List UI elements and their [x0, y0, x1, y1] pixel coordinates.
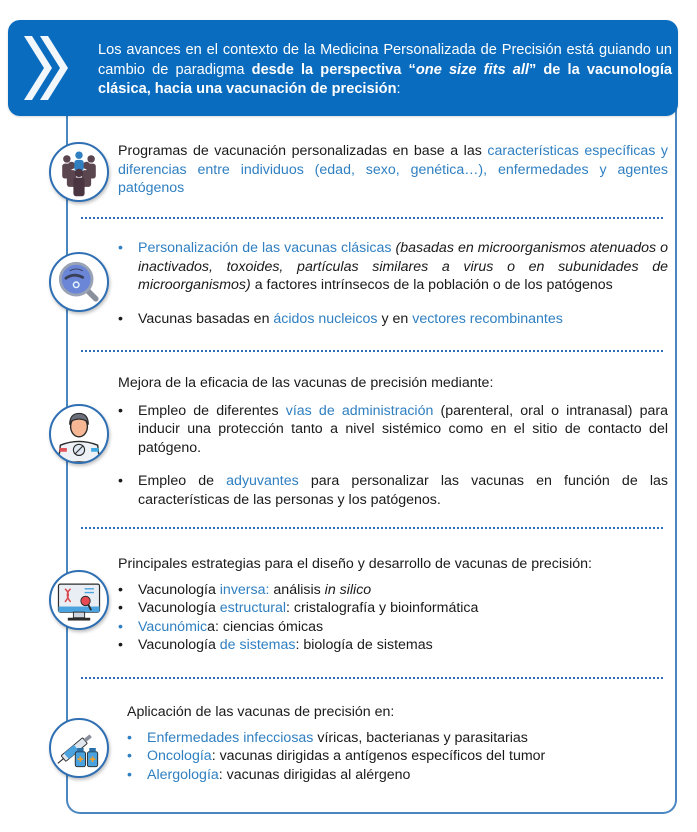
list-item: • Empleo de adyuvantes para personalizar las vacunas en función de las características de las personas y los patógenos. [118, 472, 668, 509]
list-item: • Vacunas basadas en ácidos nucleicos y en vectores recombinantes [118, 310, 668, 329]
list-item: • Oncología: vacunas dirigidas a antígenos específicos del tumor [127, 747, 677, 766]
syringe-vials-icon [49, 718, 109, 778]
list-item: • Alergología: vacunas dirigidas al alérgeno [127, 766, 677, 785]
monitor-dna-icon [49, 570, 109, 630]
header-text: Los avances en el contexto de la Medicina Personalizada de Precisión está guiando un cambio de paradigma desde la perspectiva “one size fits all” de la vacunología clásica, hacia una vacunación de precisión: [98, 42, 673, 97]
list-item: • Vacunología estructural: cristalografía y bioinformática [118, 599, 668, 618]
section-classic-vaccines [118, 239, 668, 328]
section-personalized-programs: Programas de vacunación personalizadas en base a las características específicas y diferencias entre individuos (edad, sexo, genética…), enfermedades y agentes patógenos [118, 143, 669, 197]
person-vaccine-icon [49, 404, 109, 464]
list-item: • Vacunología inversa: análisis in silico [118, 581, 668, 600]
section-applications [127, 703, 677, 784]
section-title: Mejora de la eficacia de las vacunas de precisión mediante: [118, 375, 494, 391]
section-efficacy [118, 374, 668, 510]
magnifier-microorganism-icon [49, 252, 109, 312]
list-item: • Vacunología de sistemas: biología de sistemas [118, 636, 668, 655]
people-group-icon [49, 142, 109, 202]
list-item: • Personalización de las vacunas clásicas (basadas en microorganismos atenuados o inactivados, toxoides, partículas similares a virus o en subunidades de microorganismos) a factores intrínsecos de la población o de los patógenos [118, 239, 668, 295]
list-item: • Enfermedades infecciosas víricas, bacterianas y parasitarias [127, 729, 677, 748]
list-item: • Empleo de diferentes vías de administración (parenteral, oral o intranasal) para inducir una protección tanto a nivel sistémico como en el sitio de contacto del patógeno. [118, 402, 668, 458]
section-title: Aplicación de las vacunas de precisión en: [127, 704, 395, 720]
double-chevron-icon [22, 32, 76, 104]
list-item: • Vacunómica: ciencias ómicas [118, 618, 668, 637]
section-divider [81, 217, 663, 219]
section-divider [81, 350, 663, 352]
section-title: Principales estrategias para el diseño y desarrollo de vacunas de precisión: [118, 556, 592, 572]
header-banner [8, 20, 678, 116]
section-divider [81, 527, 663, 529]
section-divider [81, 677, 663, 679]
section-strategies [118, 555, 668, 655]
